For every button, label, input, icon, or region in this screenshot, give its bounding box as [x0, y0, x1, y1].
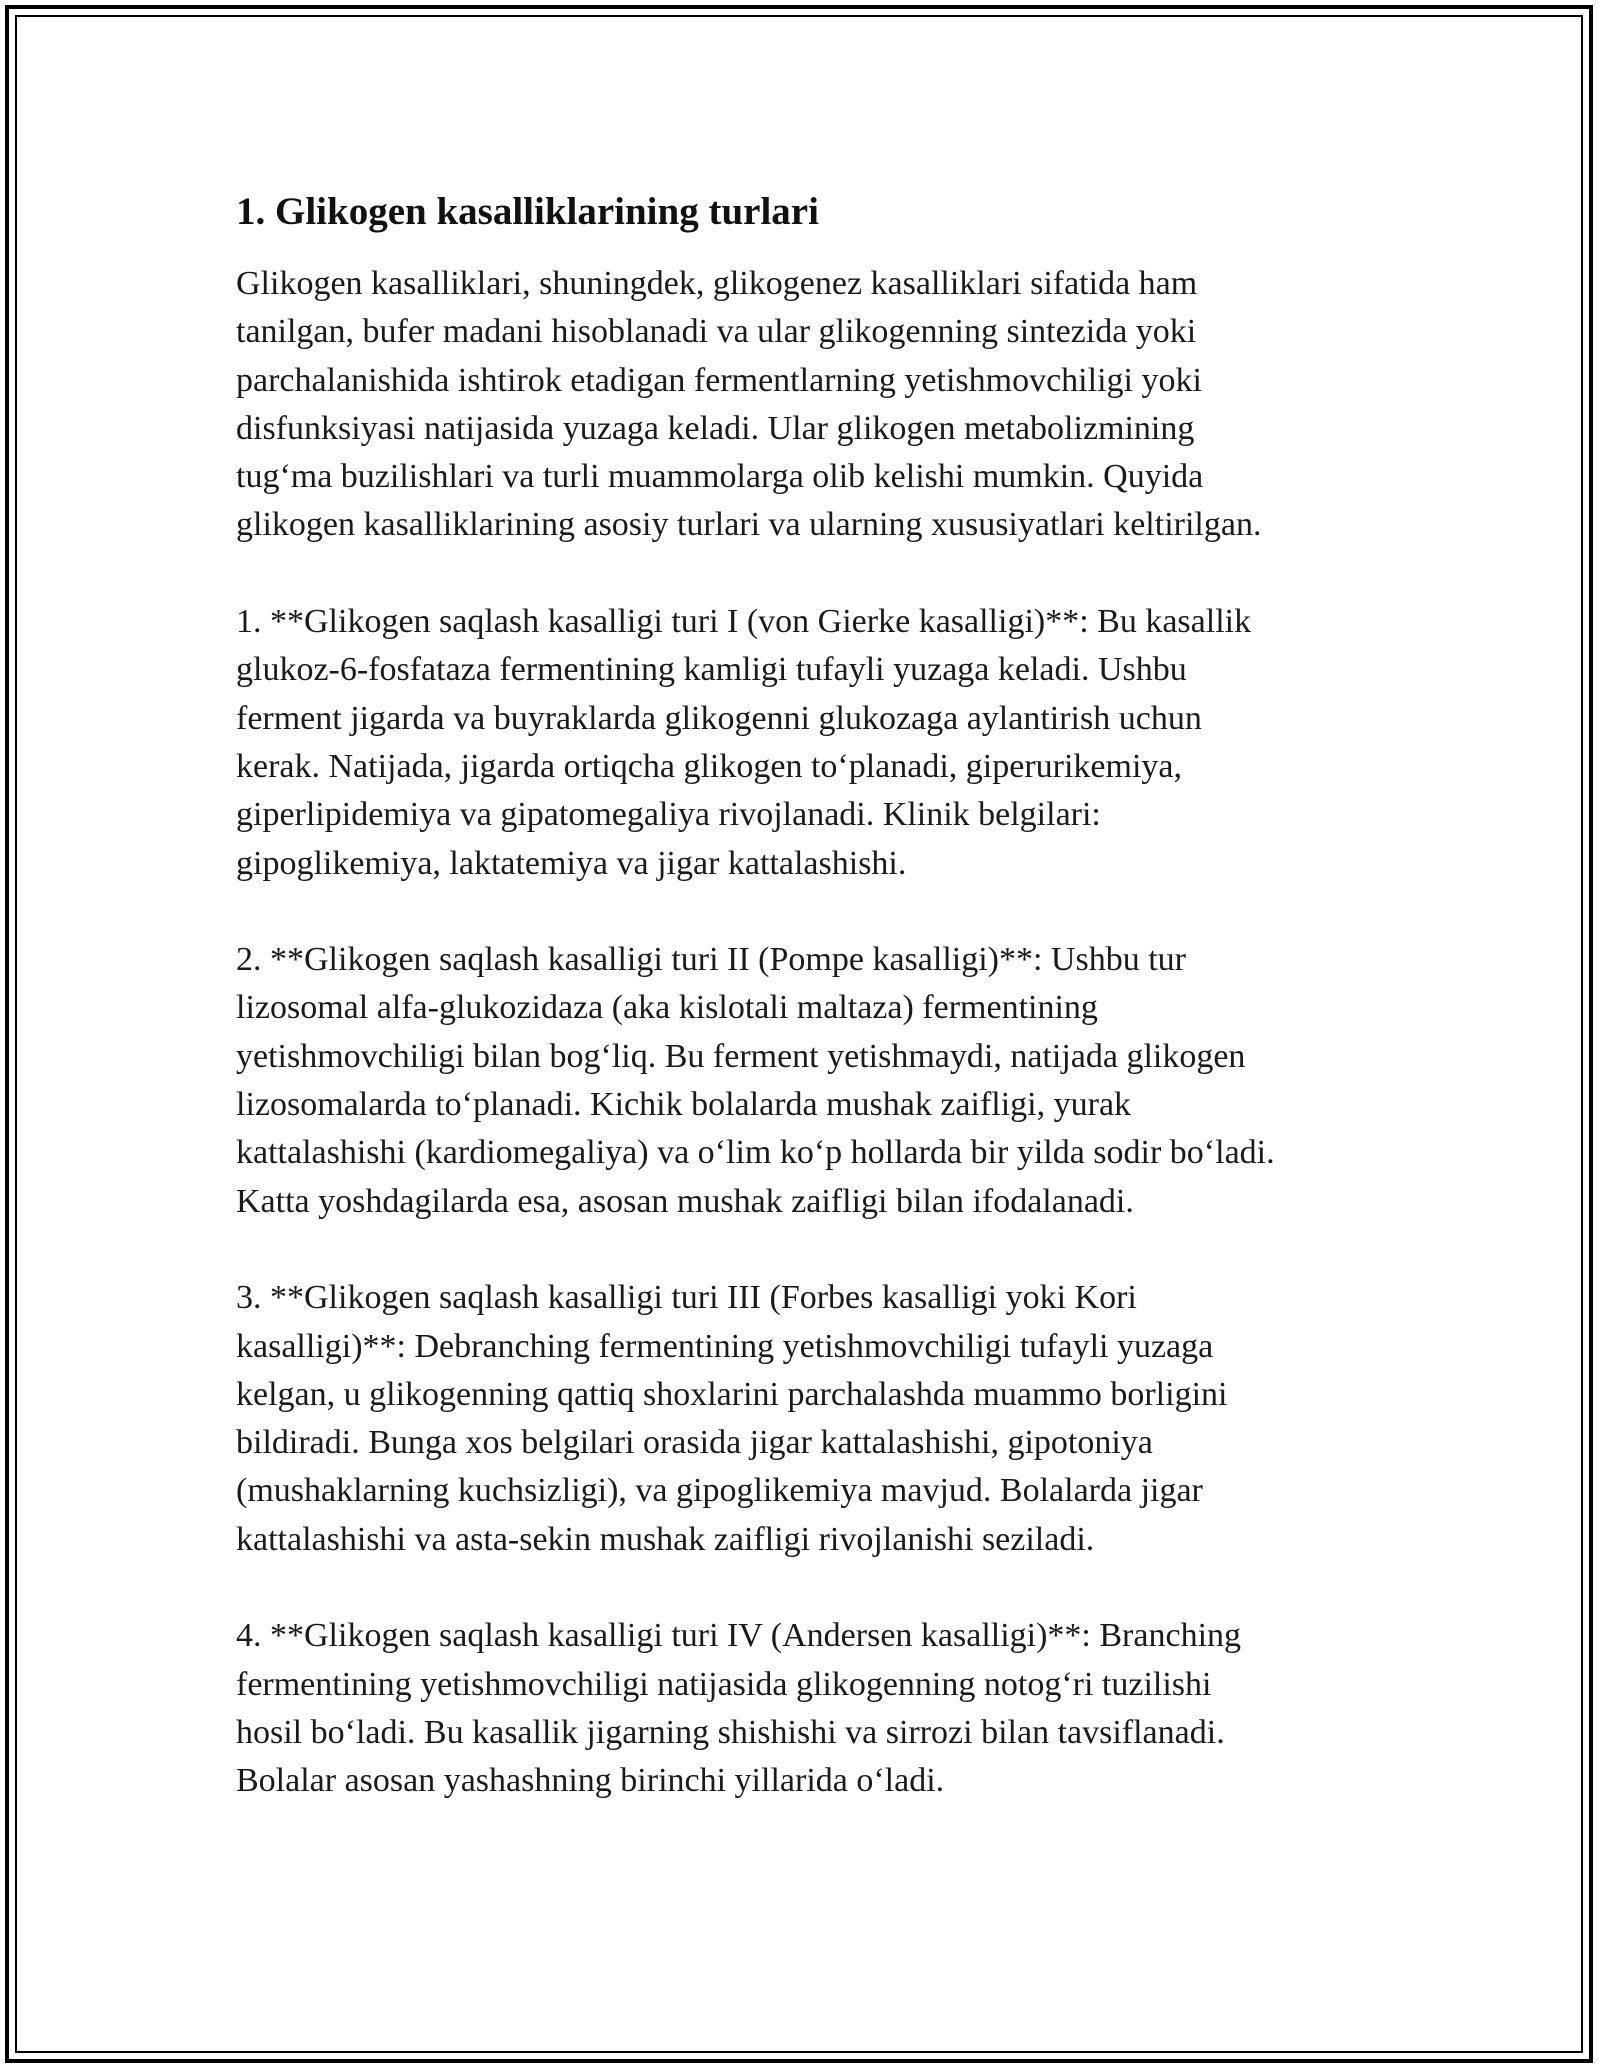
list-item-type-2: 2. **Glikogen saqlash kasalligi turi II (Pompe kasalligi)**: Ushbu tur lizosomal alfa-glukozidaza (aka kislotali maltaza) fermentining yetishmovchiligi bilan bog‘liq. Bu ferment yetishmaydi, natijada glikogen lizosomalarda to‘planadi. Kichik bolalarda mushak zaifligi, yurak kattalashishi (kardiomegaliya) va o‘lim ko‘p hollarda bir yilda sodir bo‘ladi. Katta yoshdagilarda esa, asosan mushak zaifligi bilan ifodalanadi.: [236, 941, 1275, 1220]
list-item-type-3: 3. **Glikogen saqlash kasalligi turi III (Forbes kasalligi yoki Kori kasalligi)**: Debranching fermentining yetishmovchiligi tufayli yuzaga kelgan, u glikogenning qattiq shoxlarini parchalashda muammo borligini bildiradi. Bunga xos belgilari orasida jigar kattalashishi, gipotoniya (mushaklarning kuchsizligi), va gipoglikemiya mavjud. Bolalarda jigar kattalashishi va asta-sekin mushak zaifligi rivojlanishi seziladi.: [236, 1279, 1228, 1558]
intro-paragraph: Glikogen kasalliklari, shuningdek, glikogenez kasalliklari sifatida ham tanilgan, bufer madani hisoblanadi va ular glikogenning sintezida yoki parchalanishida ishtirok etadigan fermentlarning yetishmovchiligi yoki disfunksiyasi natijasida yuzaga keladi. Ular glikogen metabolizmining tug‘ma buzilishlari va turli muammolarga olib kelishi mumkin. Quyida glikogen kasalliklarining asosiy turlari va ularning xususiyatlari keltirilgan.: [236, 265, 1262, 544]
section-heading: 1. Glikogen kasalliklarining turlari: [236, 190, 819, 233]
list-item-type-1: 1. **Glikogen saqlash kasalligi turi I (von Gierke kasalligi)**: Bu kasallik glukoz-6-fosfataza fermentining kamligi tufayli yuzaga keladi. Ushbu ferment jigarda va buyraklarda glikogenni glukozaga aylantirish uchun kerak. Natijada, jigarda ortiqcha glikogen to‘planadi, giperurikemiya, giperlipidemiya va gipatomegaliya rivojlanadi. Klinik belgilari: gipoglikemiya, laktatemiya va jigar kattalashishi.: [236, 603, 1252, 882]
list-item-type-4: 4. **Glikogen saqlash kasalligi turi IV (Andersen kasalligi)**: Branching fermentining yetishmovchiligi natijasida glikogenning notog‘ri tuzilishi hosil bo‘ladi. Bu kasallik jigarning shishishi va sirrozi bilan tavsiflanadi. Bolalar asosan yashashning birinchi yillarida o‘ladi.: [236, 1617, 1242, 1800]
document-body: [236, 186, 1376, 1854]
